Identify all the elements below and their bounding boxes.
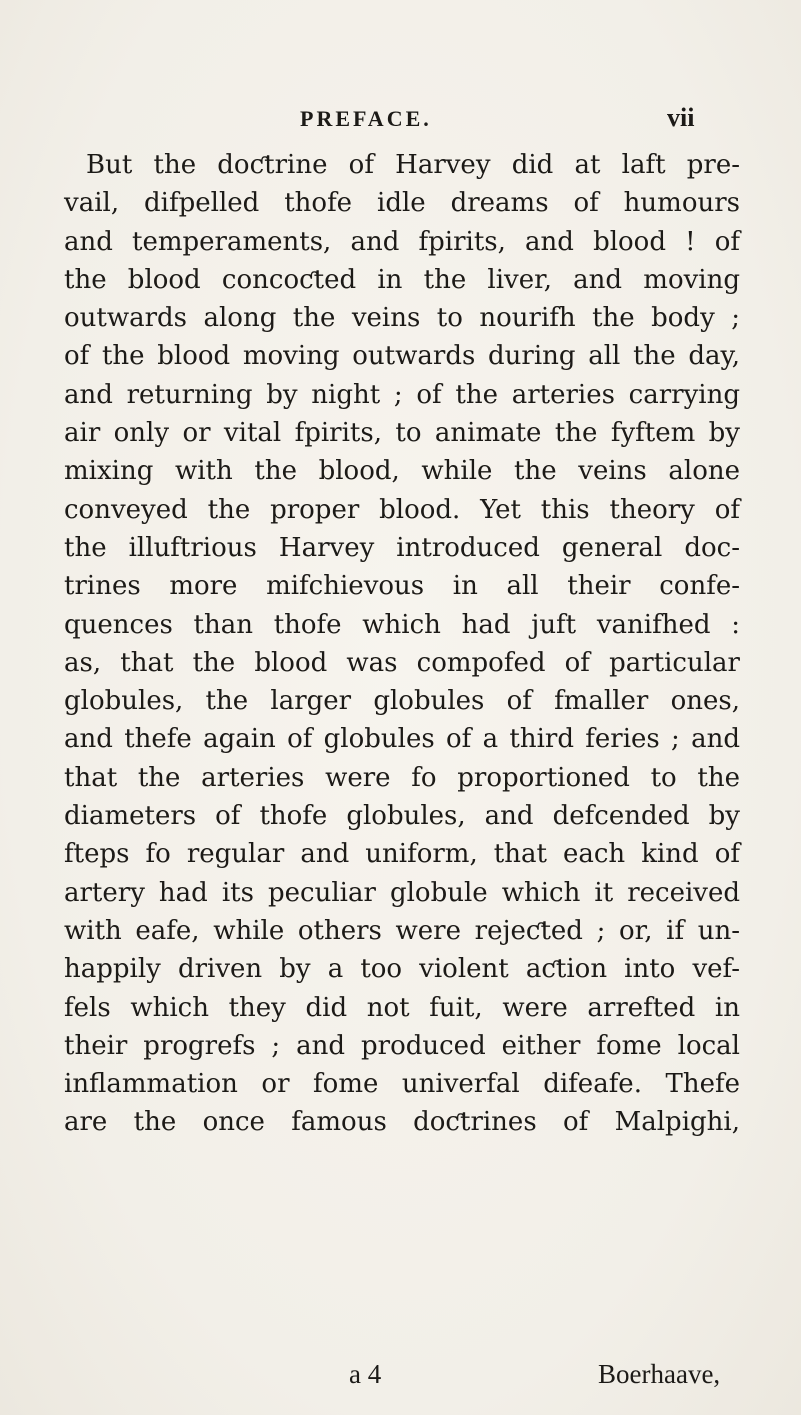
text-line: vail, difpelled thofe idle dreams of humours — [64, 188, 740, 219]
text-line: fteps fo regular and uniform, that each kind of — [64, 839, 740, 870]
text-line: artery had its peculiar globule which it received — [64, 877, 740, 908]
text-line: conveyed the proper blood. Yet this theory of — [64, 494, 740, 525]
signature-mark: a 4 — [349, 1359, 382, 1389]
text-line: mixing with the blood, while the veins alone — [64, 456, 740, 487]
text-line: outwards along the veins to nourifh the body ; — [64, 303, 740, 334]
text-line: fels which they did not fuit, were arrefted in — [64, 992, 740, 1023]
text-line: are the once famous doƈtrines of Malpighi, — [64, 1107, 740, 1138]
text-line: inflammation or fome univerfal difeafe. Thefe — [64, 1069, 740, 1100]
page-numeral: vii — [667, 103, 695, 132]
text-line: But the doƈtrine of Harvey did at laft pre- — [86, 150, 740, 180]
text-line: the illuftrious Harvey introduced general doc- — [64, 532, 740, 563]
text-line: and returning by night ; of the arteries carrying — [64, 379, 740, 410]
text-line: trines more mifchievous in all their confe- — [64, 571, 740, 602]
text-line: happily driven by a too violent aƈtion into vef- — [64, 954, 740, 985]
text-line: quences than thofe which had juft vanifhed : — [64, 609, 740, 640]
running-head — [0, 100, 801, 140]
text-line: with eafe, while others were rejeƈted ; or, if un- — [64, 915, 740, 946]
running-title: PREFACE. — [300, 106, 432, 131]
text-line: and temperaments, and fpirits, and blood ! of — [64, 226, 740, 257]
text-line: air only or vital fpirits, to animate the fyftem by — [64, 418, 740, 449]
text-line: their progrefs ; and produced either fome local — [64, 1030, 740, 1061]
text-line: and thefe again of globules of a third feries ; and — [64, 724, 740, 755]
body-text — [64, 146, 740, 1142]
text-line: globules, the larger globules of fmaller ones, — [64, 686, 740, 717]
text-line: the blood concoƈted in the liver, and moving — [64, 264, 740, 295]
text-line: as, that the blood was compofed of particular — [64, 647, 740, 678]
catchword: Boerhaave, — [598, 1359, 721, 1389]
text-line: diameters of thofe globules, and defcended by — [64, 801, 740, 832]
signature-line — [64, 1357, 740, 1397]
text-line: that the arteries were fo proportioned to the — [64, 762, 740, 793]
text-line: of the blood moving outwards during all the day, — [64, 341, 740, 372]
